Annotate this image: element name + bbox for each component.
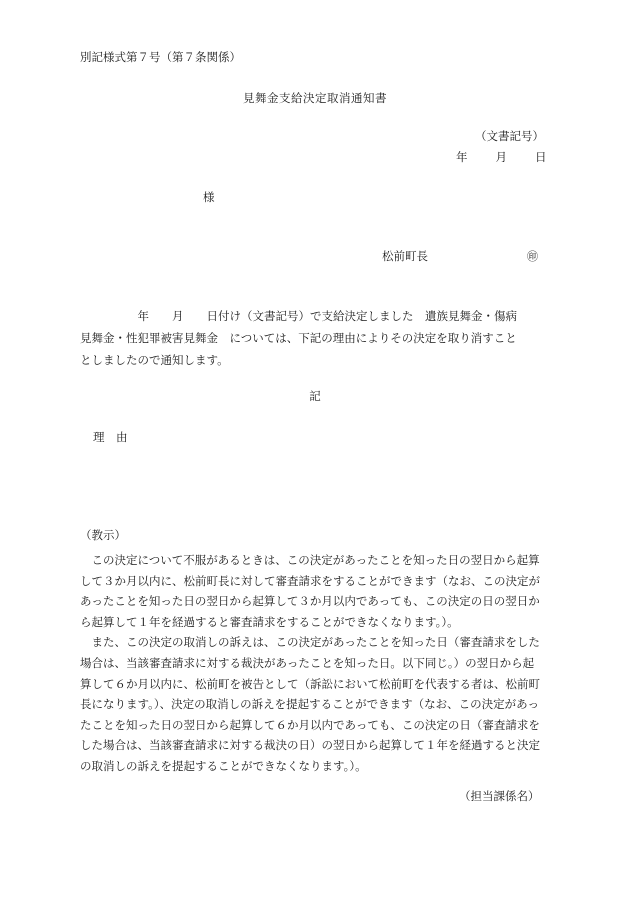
instructions-line: ら起算して１年を経過すると審査請求をすることができなくなります。）。 (80, 614, 459, 629)
instructions-line: また、この決定の取消しの訴えは、この決定があったことを知った日（審査請求をした (80, 635, 540, 650)
instructions-line: した場合は、当該審査請求に対する裁決の日）の翌日から起算して１年を経過すると決定 (80, 738, 540, 753)
contact-section: （担当課係名） (459, 789, 540, 803)
instructions-text (80, 550, 550, 777)
instructions-line: あったことを知った日の翌日から起算して３か月以内であっても、この決定の日の翌日か (80, 594, 540, 609)
instructions-line: 場合は、当該審査請求に対する裁決があったことを知った日。以下同じ。）の翌日から起 (80, 655, 535, 670)
body-line: 年 月 日付け（文書記号）で支給決定しました 遺族見舞金・傷病 (80, 309, 517, 323)
form-number: 別記様式第７号（第７条関係） (80, 50, 241, 64)
instructions-line: の取消しの訴えを提起することができなくなります。）。 (80, 758, 367, 773)
document-number: （文書記号） (475, 129, 544, 143)
instructions-line: 算して６か月以内に、松前町を被告として（訴訟において松前町を代表する者は、松前町 (80, 676, 540, 691)
sender-name: 松前町長 (382, 249, 428, 263)
notes-label: 記 (309, 389, 321, 403)
date-month: 月 (495, 150, 507, 164)
seal-mark: ㊞ (527, 250, 538, 263)
date-line (456, 152, 547, 164)
document-title: 見舞金支給決定取消通知書 (243, 91, 387, 105)
body-line: としましたので通知します。 (80, 353, 229, 367)
date-day: 日 (535, 150, 547, 164)
instructions-line: この決定について不服があるときは、この決定があったことを知った日の翌日から起算 (80, 553, 540, 567)
instructions-line: たことを知った日の翌日から起算して６か月以内であっても、この決定の日（審査請求を (80, 717, 540, 732)
instructions-line: して３か月以内に、松前町長に対して審査請求をすることができます（なお、この決定が (80, 573, 540, 588)
reason-label: 理 由 (93, 430, 128, 444)
instructions-heading: （教示） (80, 528, 126, 542)
instructions-line: 長になります。）、決定の取消しの訴えを提起することができます（なお、この決定があっ (80, 697, 539, 712)
body-line: 見舞金・性犯罪被害見舞金 については、下記の理由によりその決定を取り消すこと (80, 331, 517, 345)
notice-body (80, 305, 548, 371)
date-year: 年 (456, 150, 468, 164)
addressee-honorific: 様 (203, 190, 215, 204)
